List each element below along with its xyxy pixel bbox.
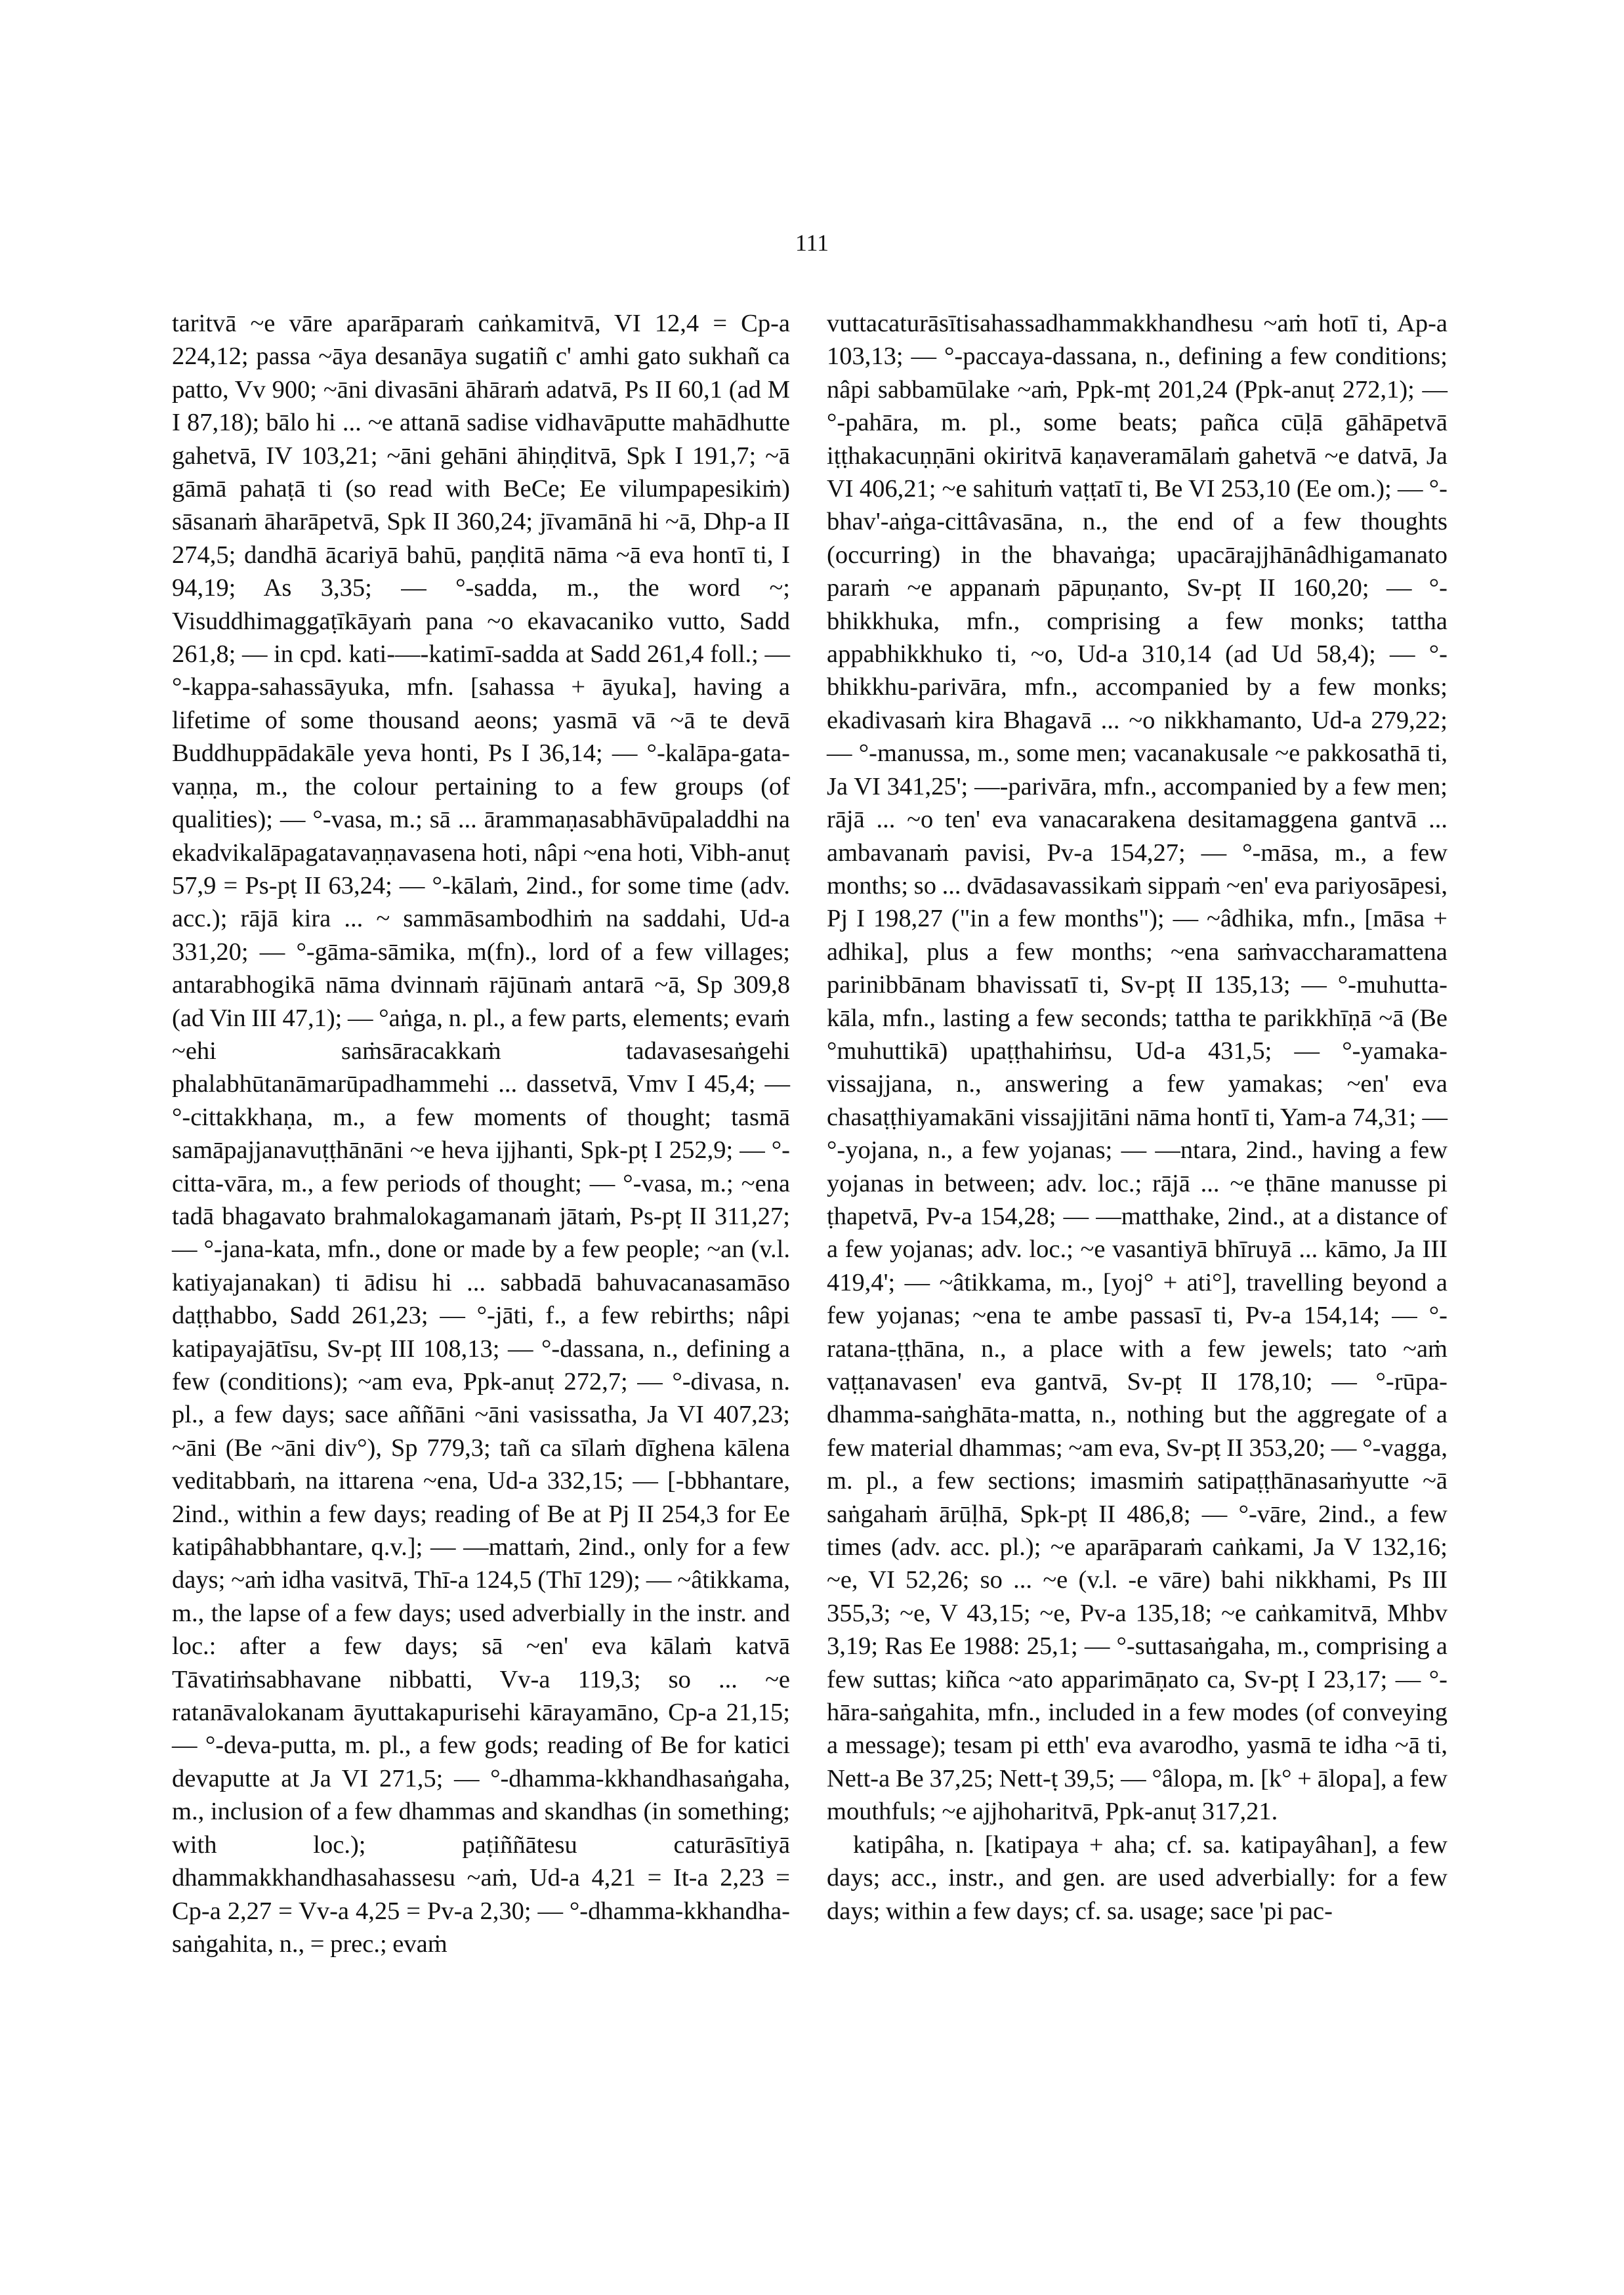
left-column-text: taritvā ~e vāre aparāparaṁ caṅkamitvā, VI 12,4 = Cp-a 224,12; passa ~āya desanāya sugatiñ c' amhi gato sukhañ ca patto, Vv 900; ~āni divasāni āhāraṁ adatvā, Ps II 60,1 (ad M I 87,18); bālo hi ... ~e attanā sadise vidhavāputte mahādhutte gahetvā, IV 103,21; ~āni gehāni āhiṇḍitvā, Spk I 191,7; ~ā gāmā pahaṭā ti (so read with BeCe; Ee vilumpapesikiṁ) sāsanaṁ āharāpetvā, Spk II 360,24; jīvamānā hi ~ā, Dhp-a II 274,5; dandhā ācariyā bahū, paṇḍitā nāma ~ā eva hontī ti, I 94,19; As 3,35; — °-sadda, m., the word ~; Visuddhimaggaṭīkāyaṁ pana ~o ekavacaniko vutto, Sadd 261,8; — in cpd. kati-—-katimī-sadda at Sadd 261,4 foll.; — °-kappa-sahassāyuka, mfn. [sahassa + āyuka], having a lifetime of some thousand aeons; yasmā vā ~ā te devā Buddhuppādakāle yeva honti, Ps I 36,14; — °-kalāpa-gata-vaṇṇa, m., the colour pertaining to a few groups (of qualities); — °-vasa, m.; sā ... ārammaṇasabhāvūpaladdhi na ekadvikalāpagatavaṇṇavasena hoti, nâpi ~ena hoti, Vibh-anuṭ 57,9 = Ps-pṭ II 63,24; — °-kālaṁ, 2ind., for some time (adv. acc.); rājā kira ... ~ sammāsambodhiṁ na saddahi, Ud-a 331,20; — °-gāma-sāmika, m(fn)., lord of a few villages; antarabhogikā nāma dvinnaṁ rājūnaṁ antarā ~ā, Sp 309,8 (ad Vin III 47,1); — °aṅga, n. pl., a few parts, elements; evaṁ ~ehi saṁsāracakkaṁ tadavasesaṅgehi phalabhūtanāmarūpadhammehi ... dassetvā, Vmv I 45,4; — °-cittakkhaṇa, m., a few moments of thought; tasmā samāpajjanavuṭṭhānāni ~e heva ijjhanti, Spk-pṭ I 252,9; — °-citta-vāra, m., a few periods of thought; — °-vasa, m.; ~ena tadā bhagavato brahmalokagamanaṁ jātaṁ, Ps-pṭ II 311,27; — °-jana-kata, mfn., done or made by a few people; ~an (v.l. katiyajanakan) ti ādisu hi ... sabbadā bahuvacanasamāso daṭṭhabbo, Sadd 261,23; — °-jāti, f., a few rebirths; nâpi katipayajātīsu, Sv-pṭ III 108,13; — °-dassana, n., defining a few (conditions); ~am eva, Ppk-anuṭ 272,7; — °-divasa, n. pl., a few days; sace aññāni ~āni vasissatha, Ja VI 407,23; ~āni (Be ~āni div°), Sp 779,3; tañ ca sīlaṁ dīghena kālena veditabbaṁ, na ittarena ~ena, Ud-a 332,15; — [-bbhantare, 2ind., within a few days; reading of Be at Pj II 254,3 for Ee katipâhabbhantare, q.v.]; — —mattaṁ, 2ind., only for a few days; ~aṁ idha vasitvā, Thī-a 124,5 (Thī 129); — ~âtikkama, m., the lapse of a few days; used adverbially in the instr. and loc.: after a few days; sā ~en' eva kālaṁ katvā Tāvatiṁsabhavane nibbatti, Vv-a 119,3; so ... ~e ratanāvalokanam āyuttakapurisehi kārayamāno, Cp-a 21,15; — °-deva-putta, m. pl., a few gods; reading of Be for katici devaputte at Ja VI 271,5; — °-dhamma-kkhandhasaṅgaha, m., inclusion of a few dhammas and skandhas (in something; with loc.); paṭiññātesu caturāsītiyā dhammakkhandhasahassesu ~aṁ, Ud-a 4,21 = It-a 2,23 = Cp-a 2,27 = Vv-a 4,25 = Pv-a 2,30; — °-dhamma-kkhandha-saṅgahita, n., = prec.; evaṁ [172,310,790,1958]
right-column-continuation: vuttacaturāsītisahassadhammakkhandhesu ~aṁ hotī ti, Ap-a 103,13; — °-paccaya-dassana, n., defining a few conditions; nâpi sabbamūlake ~aṁ, Ppk-mṭ 201,24 (Ppk-anuṭ 272,1); — °-pahāra, m. pl., some beats; pañca cūḷā gāhāpetvā iṭṭhakacuṇṇāni okiritvā kaṇaveramālaṁ gahetvā ~e datvā, Ja VI 406,21; ~e sahituṁ vaṭṭatī ti, Be VI 253,10 (Ee om.); — °-bhav'-aṅga-cittâvasāna, n., the end of a few thoughts (occurring) in the bhavaṅga; upacārajjhānâdhigamanato paraṁ ~e appanaṁ pāpuṇanto, Sv-pṭ II 160,20; — °-bhikkhuka, mfn., comprising a few monks; tattha appabhikkhuko ti, ~o, Ud-a 310,14 (ad Ud 58,4); — °-bhikkhu-parivāra, mfn., accompanied by a few monks; ekadivasaṁ kira Bhagavā ... ~o nikkhamanto, Ud-a 279,22; — °-manussa, m., some men; vacanakusale ~e pakkosathā ti, Ja VI 341,25'; —-parivāra, mfn., accompanied by a few men; rājā ... ~o ten' eva vanacarakena desitamaggena gantvā ... ambavanaṁ pavisi, Pv-a 154,27; — °-māsa, m., a few months; so ... dvādasavassikaṁ sippaṁ ~en' eva pariyosāpesi, Pj I 198,27 ("in a few months"); — ~âdhika, mfn., [māsa + adhika], plus a few months; ~ena saṁvaccharamattena parinibbānam bhavissatī ti, Sv-pṭ II 135,13; — °-muhutta-kāla, mfn., lasting a few seconds; tattha te parikkhīṇā ~ā (Be °muhuttikā) upaṭṭhahiṁsu, Ud-a 431,5; — °-yamaka-vissajjana, n., answering a few yamakas; ~en' eva chasaṭṭhiyamakāni vissajjitāni nāma hontī ti, Yam-a 74,31; — °-yojana, n., a few yojanas; — —ntara, 2ind., having a few yojanas in between; adv. loc.; rājā ... ~e ṭhāne manusse pi ṭhapetvā, Pv-a 154,28; — —matthake, 2ind., at a distance of a few yojanas; adv. loc.; ~e vasantiyā bhīruyā ... kāmo, Ja III 419,4'; — ~âtikkama, m., [yoj° + ati°], travelling beyond a few yojanas; ~ena te ambe passasī ti, Pv-a 154,14; — °-ratana-ṭṭhāna, n., a place with a few jewels; tato ~aṁ vaṭṭanavasen' eva gantvā, Sv-pṭ II 178,10; — °-rūpa-dhamma-saṅghāta-matta, n., nothing but the aggregate of a few material dhammas; ~am eva, Sv-pṭ II 353,20; — °-vagga, m. pl., a few sections; imasmiṁ satipaṭṭhānasaṁyutte ~ā saṅgahaṁ ārūḷhā, Spk-pṭ II 486,8; — °-vāre, 2ind., a few times (adv. acc. pl.); ~e aparāparaṁ caṅkami, Ja V 132,16; ~e, VI 52,26; so ... ~e (v.l. -e vāre) bahi nikkhami, Ps III 355,3; ~e, V 43,15; ~e, Pv-a 135,18; ~e caṅkamitvā, Mhbv 3,19; Ras Ee 1988: 25,1; — °-suttasaṅgaha, m., comprising a few suttas; kiñca ~ato apparimāṇato ca, Sv-pṭ I 23,17; — °-hāra-saṅgahita, mfn., included in a few modes (of conveying a message); tesam pi etth' eva avarodho, yasmā te idha ~ā ti, Nett-a Be 37,25; Nett-ṭ 39,5; — °âlopa, m. [k° + ālopa], a few mouthfuls; ~e ajjhoharitvā, Ppk-anuṭ 317,21. [827,310,1447,1826]
entry-katipaha: katipâha, n. [katipaya + aha; cf. sa. katipayâhan], a few days; acc., instr., and gen. are used adverbially: for a few days; within a few days; cf. sa. usage; sace 'pi pac- [827,1830,1447,1925]
right-column [827,307,1447,1928]
left-column [172,307,790,1960]
page-number: 111 [795,230,829,256]
